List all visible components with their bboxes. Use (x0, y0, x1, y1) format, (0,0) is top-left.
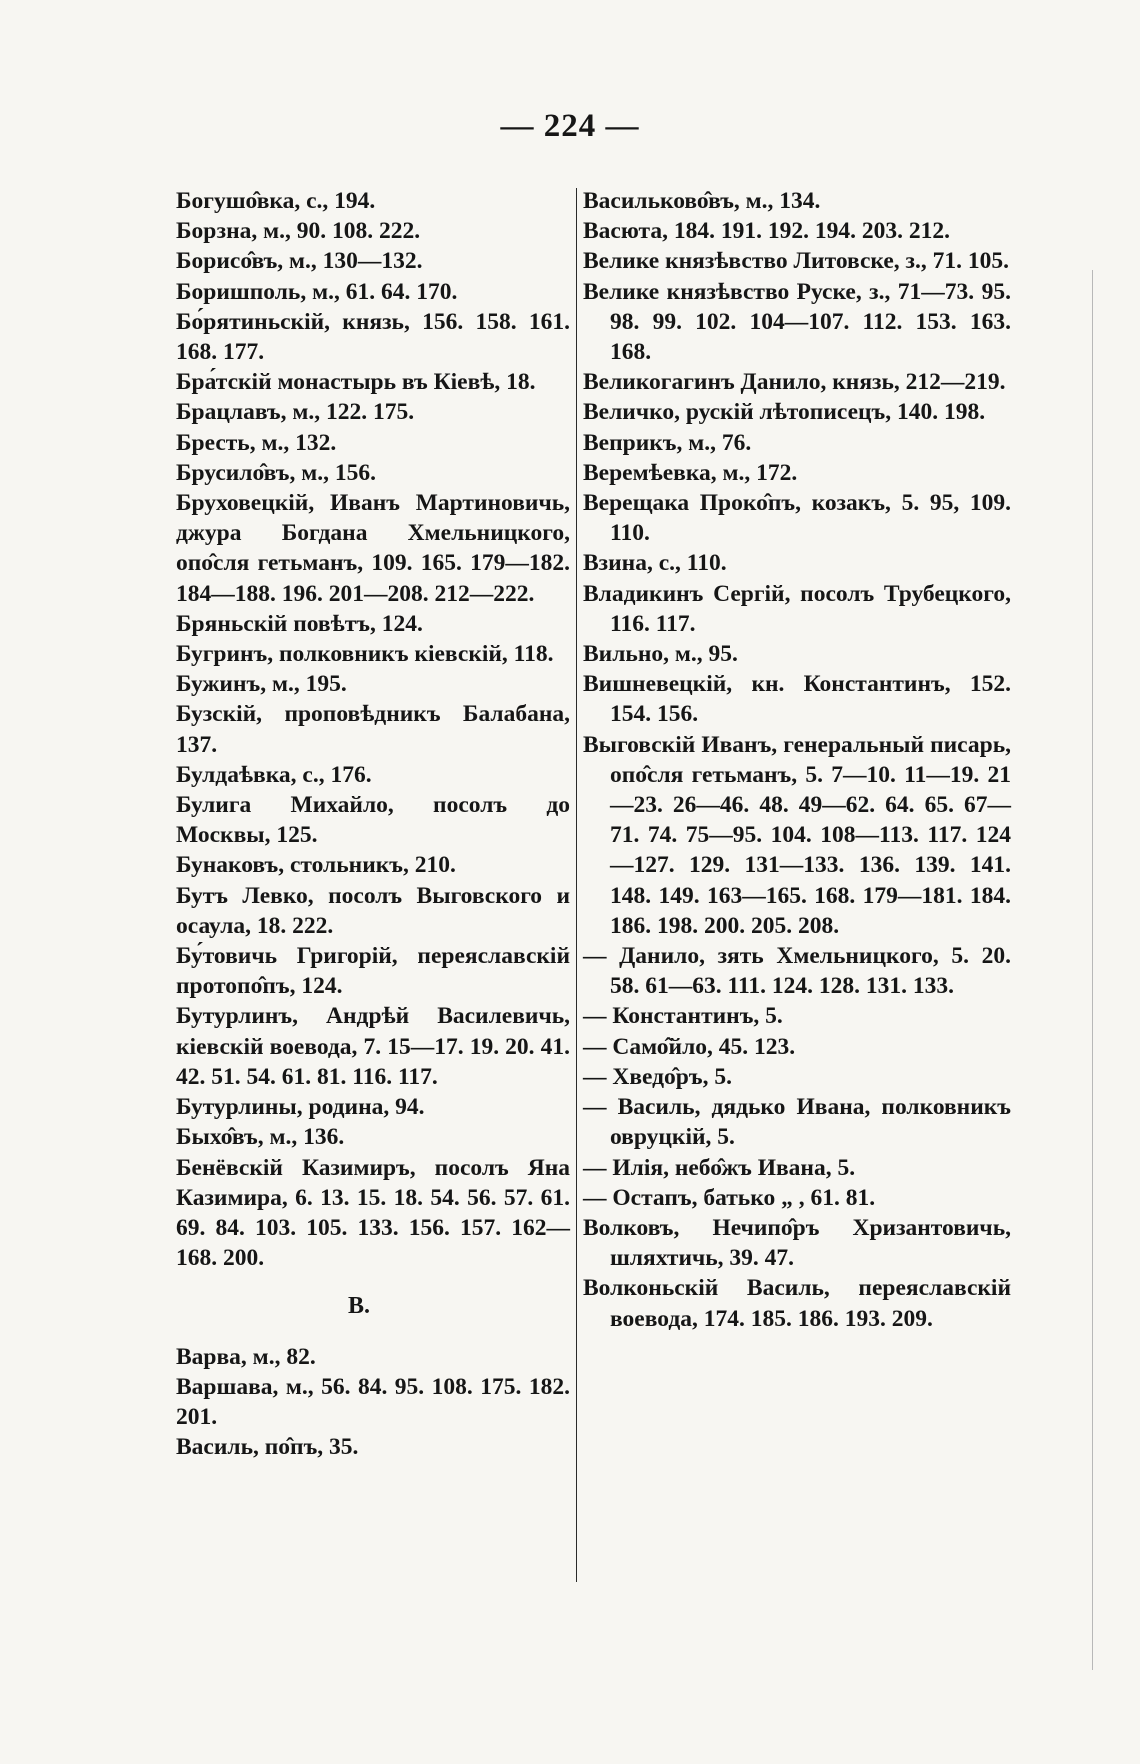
index-entry: Волконьскій Василь, переяславскій воевода, 174. 185. 186. 193. 209. (583, 1275, 1011, 1332)
index-entry: Бенёвскій Казимиръ, посолъ Яна Казимира, 6. 13. 15. 18. 54. 56. 57. 61. 69. 84. 103. 105. 133. 156. 157. 162—168. 200. (176, 1154, 570, 1272)
index-entry: Бутурлины, родина, 94. (176, 1094, 425, 1121)
index-entry: Бо́рятиньскій, князь, 156. 158. 161. 168. 177. (176, 308, 570, 366)
index-column-left (148, 186, 570, 1462)
entry-list-b (148, 186, 570, 1273)
index-entry: Взина, с., 110. (583, 550, 727, 577)
index-entry: Васильково̂въ, м., 134. (583, 188, 821, 214)
index-entry: Булдаѣвка, с., 176. (176, 761, 372, 788)
index-entry: Веремѣевка, м., 172. (583, 459, 798, 486)
entry-list-v (148, 1342, 570, 1463)
index-entry: Бутъ Левко, посолъ Выговского и осаула, 18. 222. (176, 882, 570, 939)
index-entry: — Само̂йло, 45. 123. (583, 1033, 796, 1060)
index-entry: Бужинъ, м., 195. (176, 671, 347, 698)
index-entry: Борисо̂въ, м., 130—132. (176, 248, 423, 275)
index-column-right (583, 186, 1011, 1334)
index-entry: Велике князѣвство Литовске, з., 71. 105. (583, 248, 1009, 275)
column-divider (576, 188, 577, 1582)
index-entry: Бра́тскій монастырь въ Кіевѣ, 18. (176, 369, 536, 396)
page-number: — 224 — (500, 108, 640, 144)
index-entry: Бугринъ, полковникъ кіевскій, 118. (176, 641, 554, 668)
index-entry: Васюта, 184. 191. 192. 194. 203. 212. (583, 218, 950, 245)
page-edge-line (1092, 270, 1093, 1670)
index-entry: Волковъ, Нечипо̂ръ Хризантовичь, шляхтичь, 39. 47. (583, 1214, 1011, 1272)
index-entry: Борзна, м., 90. 108. 222. (176, 218, 421, 245)
index-entry: Богушо̂вка, с., 194. (176, 188, 376, 214)
index-entry: — Хведо̂ръ, 5. (583, 1063, 732, 1090)
index-entry: Верещака Проко̂пъ, козакъ, 5. 95, 109. 110. (583, 490, 1011, 547)
index-entry: Вишневецкій, кн. Константинъ, 152. 154. 156. (583, 671, 1011, 728)
index-entry: Выговскій Иванъ, генеральный писарь, опо̂сля гетьманъ, 5. 7—10. 11—19. 21—23. 26—46. 48. 49—62. 64. 65. 67—71. 74. 75—95. 104. 108—113. 117. 124—127. 129. 131—133. 136. 139. 141. 148. 149. 163—165. 168. 179—181. 184. 186. 198. 200. 205. 208. (583, 731, 1011, 939)
section-letter: В. (347, 1293, 370, 1320)
index-entry: Булига Михайло, посолъ до Москвы, 125. (176, 792, 570, 849)
index-entry: Быхо̂въ, м., 136. (176, 1124, 345, 1151)
index-entry: Владикинъ Сергій, посолъ Трубецкого, 116. 117. (583, 580, 1011, 637)
index-entry: Варшава, м., 56. 84. 95. 108. 175. 182. 201. (176, 1373, 570, 1430)
index-entry: Бу́товичь Григорій, переяславскій протопо̂пъ, 124. (176, 943, 570, 1000)
index-entry: Брацлавъ, м., 122. 175. (176, 399, 415, 426)
index-entry: — Данило, зять Хмельницкого, 5. 20. 58. 61—63. 111. 124. 128. 131. 133. (583, 943, 1011, 1000)
index-entry: Бряньскій повѣтъ, 124. (176, 610, 423, 637)
index-entry: Бузскій, проповѣдникъ Балабана, 137. (176, 701, 570, 758)
index-entry: Бутурлинъ, Андрѣй Василевичь, кіевскій воевода, 7. 15—17. 19. 20. 41. 42. 51. 54. 61. 81. 116. 117. (176, 1003, 570, 1090)
index-entry: Великогагинъ Данило, князь, 212—219. (583, 369, 1006, 396)
index-entry: Велике князѣвство Руске, з., 71—73. 95. 98. 99. 102. 104—107. 112. 153. 163. 168. (583, 278, 1011, 366)
index-entry: — Василь, дядько Ивана, полковникъ овруцкій, 5. (583, 1094, 1011, 1151)
index-entry: Бруховецкій, Иванъ Мартиновичь, джура Богдана Хмельницкого, опо̂сля гетьманъ, 109. 165. 179—182. 184—188. 196. 201—208. 212—222. (176, 490, 570, 607)
index-entry: Варва, м., 82. (176, 1343, 316, 1370)
entry-list-v-continued (583, 186, 1011, 1334)
index-entry: Боришполь, м., 61. 64. 170. (176, 278, 458, 305)
index-entry: Вильно, м., 95. (583, 641, 738, 668)
index-entry: Бунаковъ, стольникъ, 210. (176, 852, 456, 879)
index-entry: Брусило̂въ, м., 156. (176, 459, 376, 486)
index-entry: Веприкъ, м., 76. (583, 429, 752, 456)
index-entry: Бресть, м., 132. (176, 429, 337, 456)
index-entry: — Илія, небо̂жъ Ивана, 5. (583, 1154, 856, 1181)
index-entry: Василь, по̂пъ, 35. (176, 1434, 359, 1461)
index-entry: — Константинъ, 5. (583, 1003, 783, 1030)
index-entry: Величко, рускій лѣтописецъ, 140. 198. (583, 399, 986, 426)
index-entry: — Остапъ, батько „ , 61. 81. (583, 1184, 876, 1211)
